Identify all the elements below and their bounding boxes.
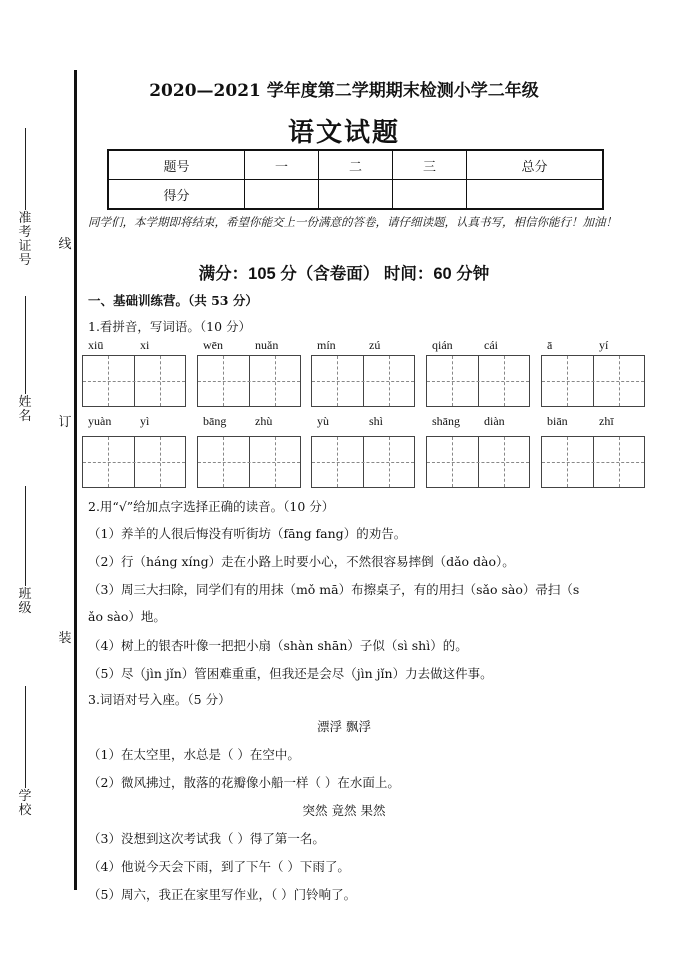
table-cell: 题号 [108, 150, 244, 180]
pinyin-label: biān [547, 414, 568, 428]
score-field[interactable] [393, 180, 467, 210]
pinyin-label: zhù [255, 414, 273, 428]
question-2-item: ǎo sào）地。 [88, 609, 166, 624]
writing-grid[interactable] [541, 436, 645, 488]
full-score-info: 满分：105 分（含卷面） 时间：60 分钟 [198, 265, 490, 283]
class-rule [25, 486, 26, 586]
pinyin-label: ā [547, 338, 553, 352]
writing-grid[interactable] [426, 436, 530, 488]
school-rule [25, 686, 26, 788]
question-3-item: （5）周六，我正在家里写作业，（ ）门铃响了。 [88, 887, 357, 902]
binding-line [74, 70, 77, 890]
pinyin-label: mín [317, 338, 336, 352]
table-cell: 二 [318, 150, 392, 180]
question-3-item: （3）没想到这次考试我（ ）得了第一名。 [88, 831, 325, 846]
pinyin-label: xiū [88, 338, 104, 352]
word-choices: 漂浮 飘浮 [317, 719, 371, 734]
writing-grid[interactable] [82, 436, 186, 488]
writing-grid[interactable] [311, 436, 415, 488]
binding-mark-bind: 装 [58, 631, 72, 646]
table-cell: 得分 [108, 180, 244, 210]
question-2-item: （2）行（háng xíng）走在小路上时要小心，不然很容易摔倒（dǎo dào）。 [88, 554, 515, 569]
score-table-header-row [108, 150, 603, 180]
name-rule [25, 296, 26, 394]
exam-number-label: 准考证号 [18, 211, 32, 268]
exam-header: 2020—2021 学年度第二学期期末检测小学二年级 [149, 81, 539, 101]
pinyin-label: yí [599, 338, 609, 352]
class-label: 班级 [18, 587, 32, 616]
table-cell: 一 [244, 150, 318, 180]
question-2-item: （3）周三大扫除，同学们有的用抹（mǒ mā）布擦桌子，有的用扫（sǎo sào）帚扫（s [88, 582, 580, 597]
section-title: 一、基础训练营。（共 53 分） [88, 293, 258, 308]
pinyin-label: cái [484, 338, 498, 352]
writing-grid[interactable] [426, 355, 530, 407]
score-field[interactable] [467, 180, 603, 210]
binding-mark-line: 线 [58, 237, 72, 252]
exam-title: 语文试题 [287, 118, 400, 148]
table-cell: 总分 [467, 150, 603, 180]
school-label: 学校 [18, 789, 32, 818]
writing-grid[interactable] [197, 436, 301, 488]
question-2-title: 2.用“√”给加点字选择正确的读音。（10 分） [88, 499, 335, 514]
writing-grid[interactable] [197, 355, 301, 407]
table-cell: 三 [393, 150, 467, 180]
pinyin-label: xi [140, 338, 150, 352]
pinyin-label: yì [140, 414, 150, 428]
word-choices: 突然 竟然 果然 [302, 803, 386, 818]
pinyin-label: diàn [484, 414, 505, 428]
score-table [107, 149, 604, 210]
writing-grid[interactable] [541, 355, 645, 407]
pinyin-label: wēn [203, 338, 223, 352]
score-field[interactable] [318, 180, 392, 210]
question-3-item: （4）他说今天会下雨，到了下午（ ）下雨了。 [88, 859, 350, 874]
question-1-title: 1.看拼音，写词语。（10 分） [88, 319, 252, 334]
pinyin-label: yuàn [88, 414, 112, 428]
pinyin-label: zhī [599, 414, 614, 428]
name-label: 姓名 [18, 395, 32, 424]
writing-grid[interactable] [82, 355, 186, 407]
pinyin-label: shì [369, 414, 384, 428]
pinyin-label: bāng [203, 414, 227, 428]
pinyin-label: shāng [432, 414, 460, 428]
score-field[interactable] [244, 180, 318, 210]
pinyin-label: qián [432, 338, 453, 352]
score-table-score-row [108, 180, 603, 210]
question-2-item: （5）尽（jìn jǐn）管困难重重，但我还是会尽（jìn jǐn）力去做这件事。 [88, 666, 493, 681]
question-3-title: 3.词语对号入座。（5 分） [88, 692, 231, 707]
question-3-item: （2）微风拂过，散落的花瓣像小船一样（ ）在水面上。 [88, 775, 400, 790]
binding-mark-staple: 订 [58, 415, 72, 430]
pinyin-label: yù [317, 414, 329, 428]
notice-text: 同学们，本学期即将结束，希望你能交上一份满意的答卷，请仔细读题，认真书写，相信你能行！加油！ [88, 215, 617, 229]
question-2-item: （1）养羊的人很后悔没有听街坊（fāng fang）的劝告。 [88, 526, 407, 541]
writing-grid[interactable] [311, 355, 415, 407]
question-3-item: （1）在太空里，水总是（ ）在空中。 [88, 747, 300, 762]
pinyin-label: nuǎn [255, 338, 279, 352]
question-2-item: （4）树上的银杏叶像一把把小扇（shàn shān）子似（sì shì）的。 [88, 638, 468, 653]
pinyin-label: zú [369, 338, 381, 352]
